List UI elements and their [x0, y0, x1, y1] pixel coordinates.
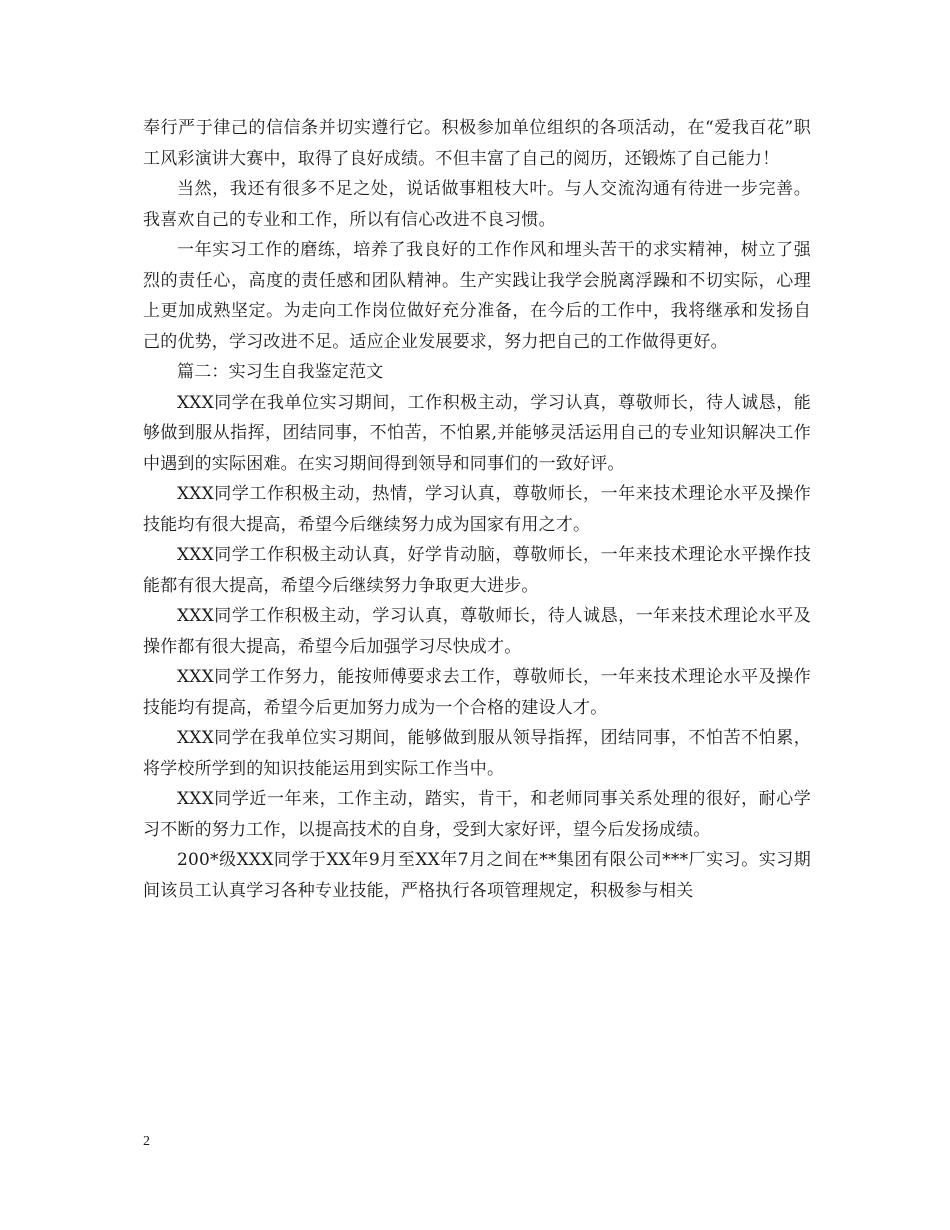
paragraph-10: XXX同学在我单位实习期间，能够做到服从领导指挥，团结同事，不怕苦不怕累，将学校所学到的知识技能运用到实际工作当中。 [143, 728, 811, 779]
document-body [143, 113, 811, 906]
paragraph-11: XXX同学近一年来，工作主动，踏实，肯干，和老师同事关系处理的很好，耐心学习不断的努力工作，以提高技术的自身，受到大家好评，望今后发扬成绩。 [143, 789, 811, 840]
page-number: 2 [143, 1134, 150, 1149]
paragraph-8: XXX同学工作积极主动，学习认真，尊敬师长，待人诚恳，一年来技术理论水平及操作都有很大提高，希望今后加强学习尽快成才。 [143, 606, 811, 657]
paragraph-5: XXX同学在我单位实习期间，工作积极主动，学习认真，尊敬师长，待人诚恳，能够做到服从指挥，团结同事，不怕苦，不怕累,并能够灵活运用自己的专业知识解决工作中遇到的实际困难。在实习期间得到领导和同事们的一致好评。 [143, 392, 811, 474]
paragraph-2: 当然，我还有很多不足之处，说话做事粗枝大叶。与人交流沟通有待进一步完善。我喜欢自己的专业和工作，所以有信心改进不良习惯。 [143, 179, 811, 230]
paragraph-1: 奉行严于律己的信信条并切实遵行它。积极参加单位组织的各项活动，在“爱我百花”职工风彩演讲大赛中，取得了良好成绩。不但丰富了自己的阅历，还锻炼了自己能力！ [143, 118, 811, 169]
section-heading: 篇二：实习生自我鉴定范文 [177, 362, 384, 382]
paragraph-7: XXX同学工作积极主动认真，好学肯动脑，尊敬师长，一年来技术理论水平操作技能都有很大提高，希望今后继续努力争取更大进步。 [143, 545, 811, 596]
paragraph-3: 一年实习工作的磨练，培养了我良好的工作作风和埋头苦干的求实精神，树立了强烈的责任心，高度的责任感和团队精神。生产实践让我学会脱离浮躁和不切实际，心理上更加成熟坚定。为走向工作岗位做好充分准备，在今后的工作中，我将继承和发扬自己的优势，学习改进不足。适应企业发展要求，努力把自己的工作做得更好。 [143, 240, 811, 352]
paragraph-9: XXX同学工作努力，能按师傅要求去工作，尊敬师长，一年来技术理论水平及操作技能均有提高，希望今后更加努力成为一个合格的建设人才。 [143, 667, 811, 718]
paragraph-12: 200*级XXX同学于XX年9月至XX年7月之间在**集团有限公司***厂实习。实习期间该员工认真学习各种专业技能，严格执行各项管理规定，积极参与相关 [143, 850, 811, 901]
paragraph-6: XXX同学工作积极主动，热情，学习认真，尊敬师长，一年来技术理论水平及操作技能均有很大提高，希望今后继续努力成为国家有用之才。 [143, 484, 811, 535]
